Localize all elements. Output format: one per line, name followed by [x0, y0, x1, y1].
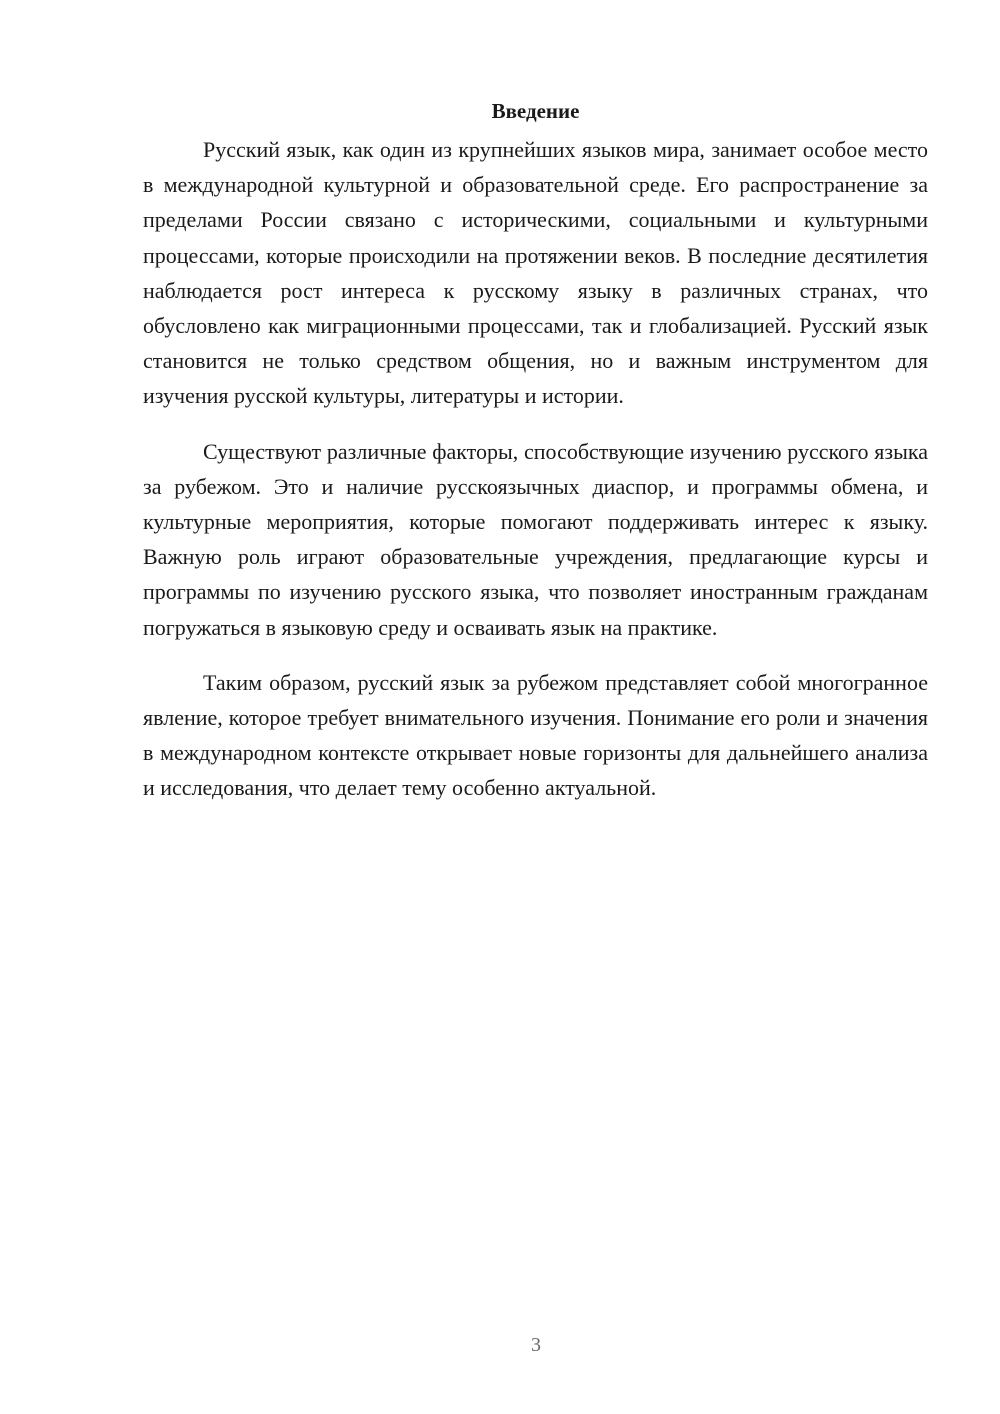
paragraph-1: Русский язык, как один из крупнейших языков мира, занимает особое место в международной культурной и образовательной среде. Его распространение за пределами России связано с историческими, социальными и культурными процессами, которые происходили на протяжении веков. В последние десятилетия наблюдается рост интереса к русскому языку в различных странах, что обусловлено как миграционными процессами, так и глобализацией. Русский язык становится не только средством общения, но и важным инструментом для изучения русской культуры, литературы и истории.	[143, 137, 928, 409]
paragraph-2: Существуют различные факторы, способствующие изучению русского языка за рубежом. Это и наличие русскоязычных диаспор, и программы обмена, и культурные мероприятия, которые помогают поддерживать интерес к языку. Важную роль играют образовательные учреждения, предлагающие курсы и программы по изучению русского языка, что позволяет иностранным гражданам погружаться в языковую среду и осваивать язык на практике.	[143, 438, 928, 640]
document-body	[143, 96, 928, 826]
section-title: Введение	[491, 99, 580, 123]
paragraph-3: Таким образом, русский язык за рубежом представляет собой многогранное явление, которое требует внимательного изучения. Понимание его роли и значения в международном контексте открывает новые горизонты для дальнейшего анализа и исследования, что делает тему особенно актуальной.	[143, 669, 928, 801]
page-number: 3	[531, 1334, 541, 1356]
